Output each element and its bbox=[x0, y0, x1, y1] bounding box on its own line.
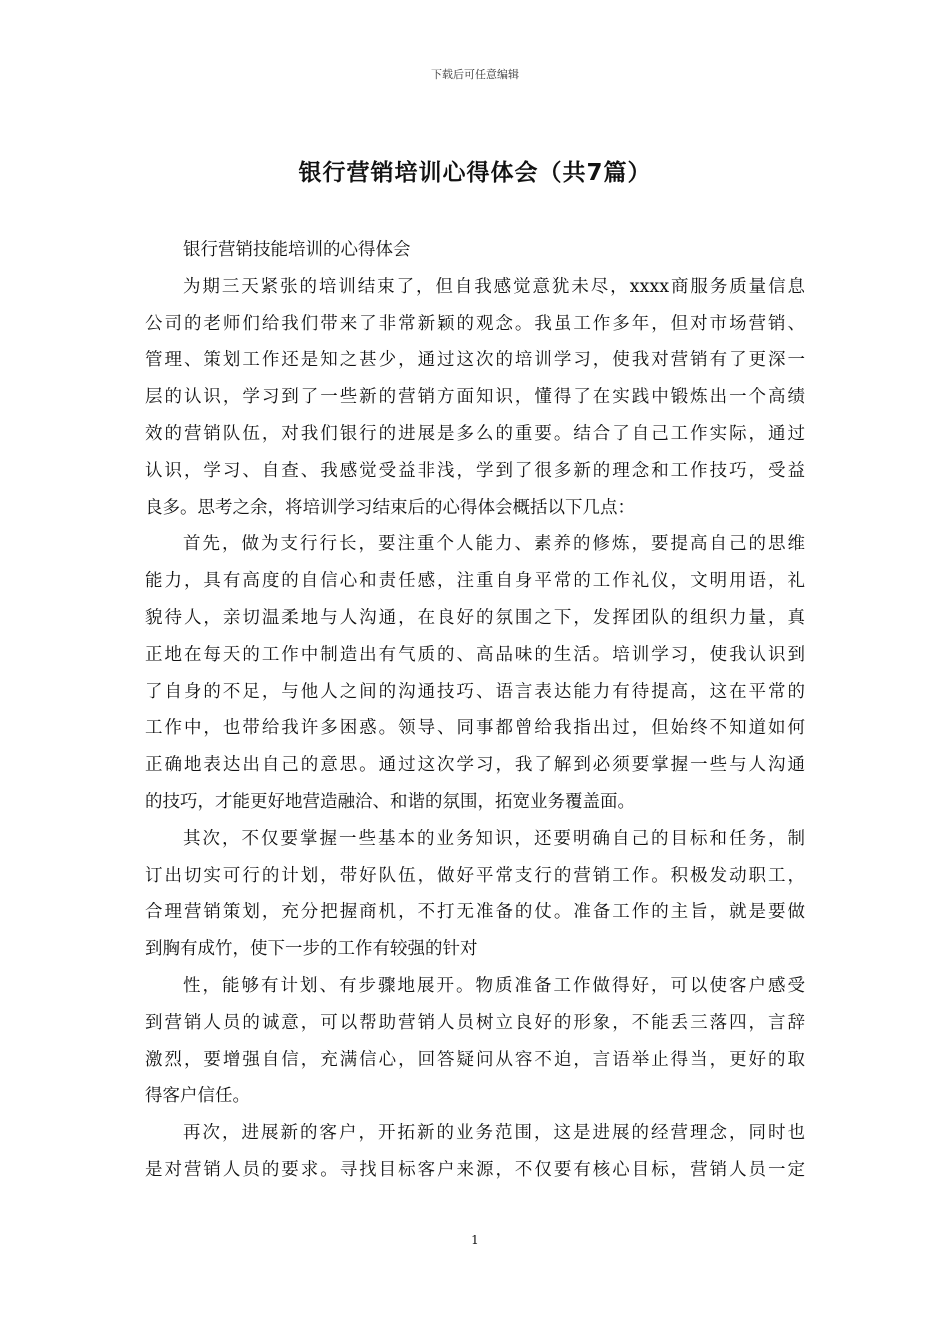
paragraph-4-line: 性，能够有计划、有步骤地展开。物质准备工作做得好，可以使客户感受 bbox=[183, 975, 805, 996]
paragraph-1-line: 认识，学习、自查、我感觉受益非浅，学到了很多新的理念和工作技巧，受益 bbox=[145, 460, 805, 481]
paragraph-2-line: 能力，具有高度的自信心和责任感，注重自身平常的工作礼仪，文明用语，礼 bbox=[145, 571, 805, 592]
paragraph-4-line: 激烈，要增强自信，充满信心，回答疑问从容不迫，言语举止得当，更好的取 bbox=[145, 1049, 805, 1070]
paragraph-1-line: 良多。思考之余，将培训学习结束后的心得体会概括以下几点： bbox=[145, 497, 635, 518]
paragraph-3-line: 订出切实可行的计划，带好队伍，做好平常支行的营销工作。积极发动职工， bbox=[145, 865, 805, 886]
paragraph-4-line: 到营销人员的诚意，可以帮助营销人员树立良好的形象，不能丢三落四，言辞 bbox=[145, 1012, 805, 1033]
paragraph-1-line: 为期三天紧张的培训结束了，但自我感觉意犹未尽，xxxx商服务质量信息 bbox=[183, 276, 805, 297]
paragraph-2-line: 工作中，也带给我许多困惑。领导、同事都曾给我指出过，但始终不知道如何 bbox=[145, 718, 805, 739]
paragraph-1-line: 管理、策划工作还是知之甚少，通过这次的培训学习，使我对营销有了更深一 bbox=[145, 350, 805, 371]
paragraph-3-line: 合理营销策划，充分把握商机，不打无准备的仗。准备工作的主旨，就是要做 bbox=[145, 902, 805, 923]
paragraph-5-line: 是对营销人员的要求。寻找目标客户来源，不仅要有核心目标，营销人员一定 bbox=[145, 1159, 805, 1180]
paragraph-1-line: 效的营销队伍，对我们银行的进展是多么的重要。结合了自己工作实际，通过 bbox=[145, 423, 805, 444]
paragraph-4-line: 得客户信任。 bbox=[145, 1086, 250, 1107]
paragraph-1-line: 公司的老师们给我们带来了非常新颖的观念。我虽工作多年，但对市场营销、 bbox=[145, 313, 805, 334]
paragraph-1-line: 层的认识，学习到了一些新的营销方面知识，懂得了在实践中锻炼出一个高绩 bbox=[145, 387, 805, 408]
paragraph-2-line: 首先，做为支行行长，要注重个人能力、素养的修炼，要提高自己的思维 bbox=[183, 534, 805, 555]
paragraph-3-line: 其次，不仅要掌握一些基本的业务知识，还要明确自己的目标和任务，制 bbox=[183, 828, 805, 849]
paragraph-2-line: 正确地表达出自己的意思。通过这次学习，我了解到必须要掌握一些与人沟通 bbox=[145, 755, 805, 776]
paragraph-3-line: 到胸有成竹，使下一步的工作有较强的针对 bbox=[145, 939, 478, 960]
paragraph-2-line: 正地在每天的工作中制造出有气质的、高品味的生活。培训学习，使我认识到 bbox=[145, 644, 805, 665]
page-header: 下载后可任意编辑 bbox=[431, 68, 519, 81]
paragraph-5-line: 再次，进展新的客户，开拓新的业务范围，这是进展的经营理念，同时也 bbox=[183, 1123, 805, 1144]
paragraph-2-line: 了自身的不足，与他人之间的沟通技巧、语言表达能力有待提高，这在平常的 bbox=[145, 681, 805, 702]
page-number: 1 bbox=[471, 1233, 479, 1247]
paragraph-2-line: 貌待人，亲切温柔地与人沟通，在良好的氛围之下，发挥团队的组织力量，真 bbox=[145, 607, 805, 628]
document-body bbox=[145, 232, 805, 1189]
section-subtitle: 银行营销技能培训的心得体会 bbox=[183, 240, 411, 260]
paragraph-2-line: 的技巧，才能更好地营造融洽、和谐的氛围，拓宽业务覆盖面。 bbox=[145, 791, 635, 812]
document-title: 银行营销培训心得体会（共7篇） bbox=[298, 160, 652, 186]
